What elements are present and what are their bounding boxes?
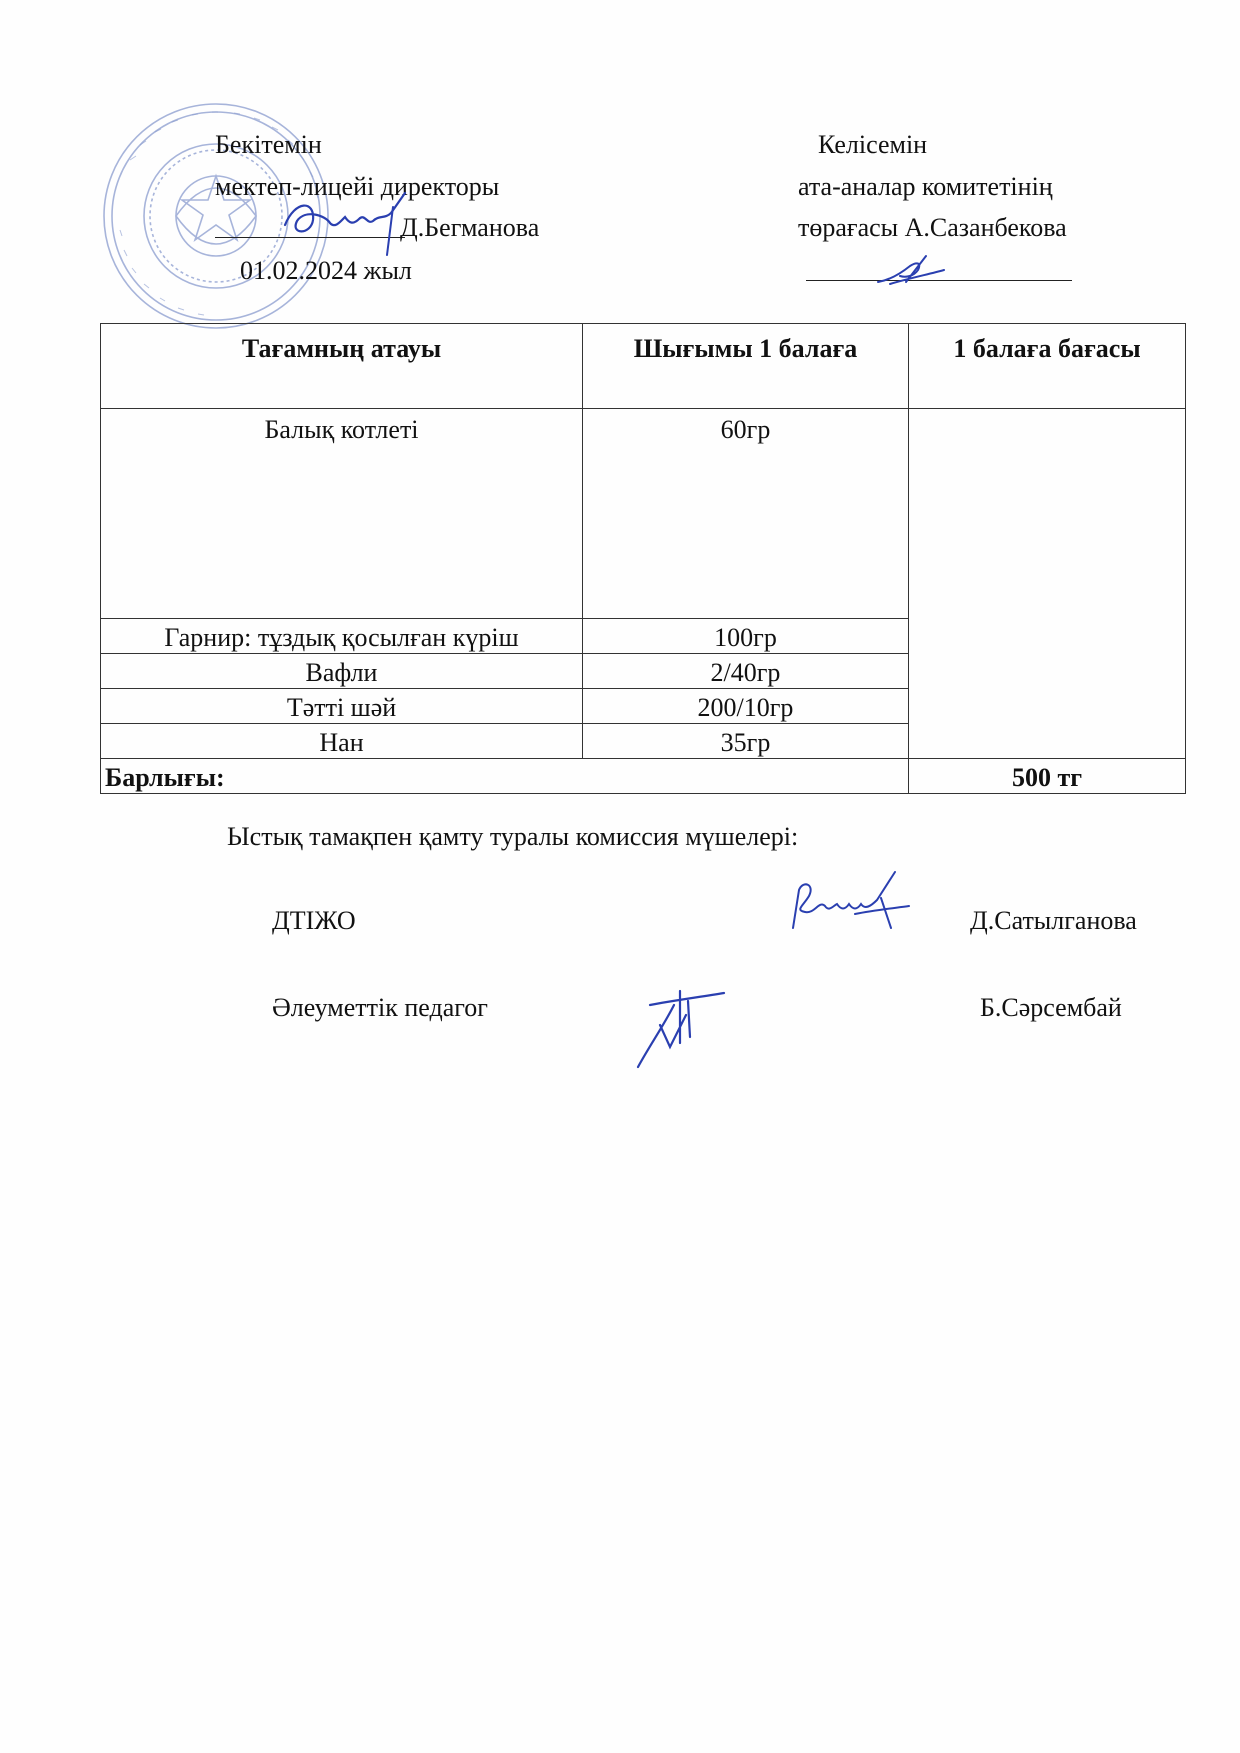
dish-portion: 60гр: [720, 415, 771, 444]
dish-portion: 2/40гр: [710, 658, 781, 687]
dish-name: Вафли: [305, 658, 378, 687]
dish-name: Тәтті шәй: [286, 693, 397, 722]
agree-position: ата-аналар комитетінің: [798, 172, 1053, 201]
dish-portion: 200/10гр: [697, 693, 794, 722]
member-signature-icon: [785, 870, 915, 940]
dish-portion: 35гр: [720, 728, 771, 757]
member-name: Д.Сатылганова: [970, 906, 1137, 935]
director-signature-icon: [275, 185, 425, 265]
committee-signature-icon: [870, 252, 950, 292]
table-total-row: [101, 759, 1186, 794]
member-role: ДТІЖО: [272, 906, 356, 935]
header-price: 1 балаға бағасы: [909, 324, 1186, 409]
total-value: 500 тг: [1011, 763, 1083, 792]
approve-position: мектеп-лицейі директоры: [215, 172, 500, 201]
price-cell-empty: [909, 409, 1186, 759]
agree-name: төрағасы А.Сазанбекова: [798, 213, 1067, 242]
approve-date: 01.02.2024 жыл: [240, 256, 412, 285]
member-signature-icon: [630, 985, 730, 1070]
approve-title: Бекітемін: [215, 130, 322, 159]
dish-name: Нан: [319, 728, 364, 757]
header-portion: Шығымы 1 балаға: [583, 324, 909, 409]
member-role: Әлеуметтік педагог: [272, 993, 488, 1022]
commission-title: Ыстық тамақпен қамту туралы комиссия мүшелері:: [227, 822, 799, 851]
table-row: [101, 409, 1186, 619]
dish-portion: 100гр: [714, 623, 777, 652]
total-label: Барлығы:: [105, 763, 225, 792]
table-header-row: [101, 324, 1186, 409]
dish-name: Гарнир: тұздық қосылған күріш: [164, 623, 519, 652]
approve-name: Д.Бегманова: [400, 213, 540, 242]
member-name: Б.Сәрсембай: [980, 993, 1122, 1022]
agree-title: Келісемін: [818, 130, 928, 159]
header-dish-name: Тағамның атауы: [101, 324, 583, 409]
dish-name: Балық котлеті: [264, 415, 419, 444]
menu-table: [100, 323, 1186, 794]
